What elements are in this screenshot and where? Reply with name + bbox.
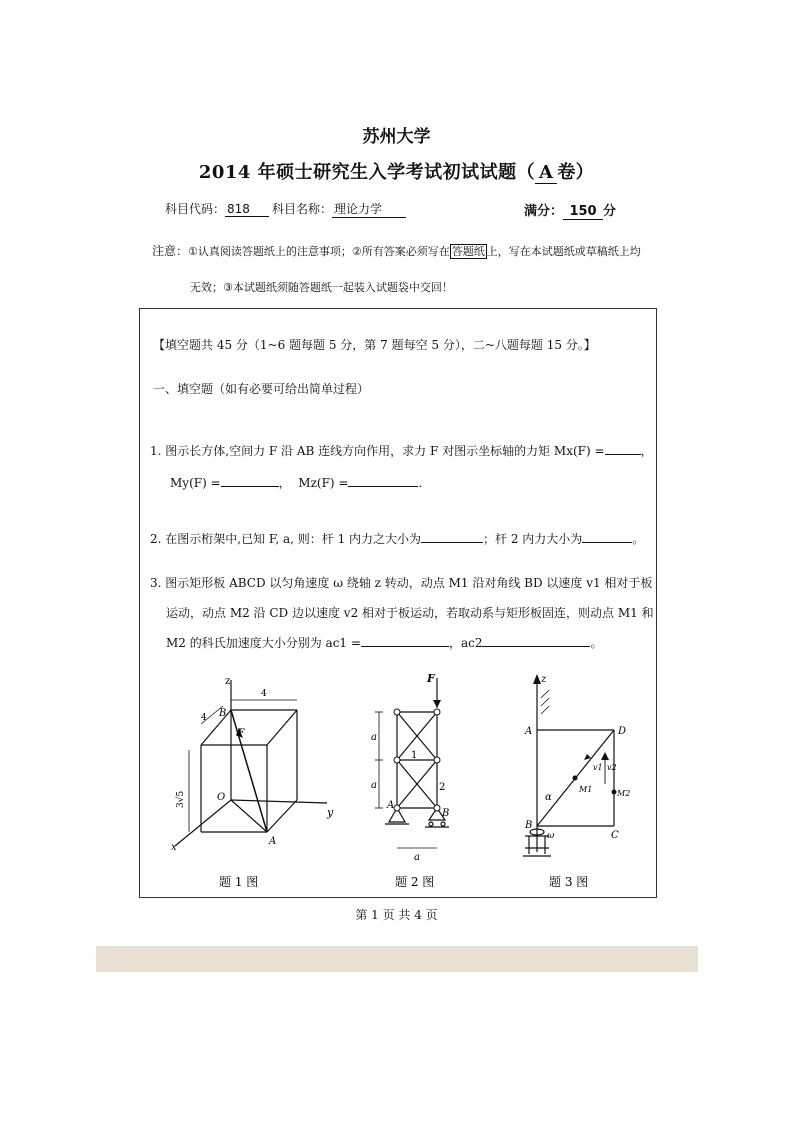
fig1-dim-left: 3√5 [176, 790, 186, 808]
q1-end: . [418, 476, 423, 490]
fig1-label-B: B [219, 708, 227, 719]
notice-line-1a: ①认真阅读答题纸上的注意事项；②所有答案必须写在 [188, 245, 450, 258]
fig1-dim-depth: 4 [201, 713, 207, 723]
notice-line-1 [152, 242, 652, 259]
fig2-caption: 题 2 图 [395, 875, 435, 889]
subject-code [165, 200, 269, 217]
notice-line-2: 无效；③本试题纸须随答题纸一起装入试题袋中交回！ [190, 281, 453, 294]
fig3-label-omega: ω [547, 831, 555, 841]
q3-text-a: M2 的科氏加速度大小分别为 ac1 = [166, 636, 361, 650]
university-title: 苏州大学 [362, 127, 431, 147]
fig1-caption: 题 1 图 [219, 875, 259, 889]
figures-area [139, 660, 655, 896]
fig1-label-O: O [217, 792, 226, 803]
fig3-label-v2: v2 [607, 763, 617, 772]
m1-point-icon [573, 776, 578, 781]
m2-point-icon [612, 790, 617, 795]
q1-blank-my [221, 474, 279, 487]
q1-comma: ， [640, 444, 653, 458]
fig1-label-F: F [237, 728, 245, 739]
q1-blank-mx [605, 442, 641, 455]
fig3-label-D: D [618, 726, 627, 737]
q3-end: 。 [590, 636, 603, 650]
question-1-line-2 [170, 474, 422, 493]
notice-label: 注意： [152, 244, 189, 258]
fig1-label-z: z [225, 676, 231, 687]
exam-title-pre: 2014 年硕士研究生入学考试初试试题（ [198, 162, 536, 183]
fig3-label-alpha: α [545, 792, 552, 803]
fig2-label-F: F [427, 672, 435, 685]
fig3-label-M1: M1 [579, 785, 593, 794]
q3-blank-2 [482, 634, 590, 647]
fig2-label-A: A [387, 800, 395, 811]
q2-text-a: 2. 在图示桁架中,已知 F, a, 则：杆 1 内力之大小为 [150, 532, 422, 546]
subject-name [272, 200, 406, 218]
fig2-label-1: 1 [411, 750, 418, 761]
z-axis-arrow-icon [533, 674, 541, 684]
fig3-label-z: z [541, 674, 547, 685]
q2-text-b: ；杆 2 内力大小为 [483, 532, 583, 546]
fig2-label-a2: a [371, 780, 377, 791]
fig3-label-B: B [525, 820, 533, 831]
q2-blank-1 [421, 530, 483, 543]
q2-blank-2 [582, 530, 632, 543]
paper-version: A [535, 162, 557, 184]
exam-title-post: 卷） [557, 162, 595, 183]
notice-line-1b: 上，写在本试题纸或草稿纸上均 [486, 245, 641, 258]
subject-code-value: 818 [225, 202, 269, 217]
question-1-line-1 [150, 442, 653, 461]
bottom-band [96, 946, 698, 972]
q2-end: 。 [632, 532, 645, 546]
fig2-label-a3: a [414, 852, 420, 863]
fig2-label-B: B [442, 808, 450, 819]
figure-1-cuboid [175, 680, 327, 846]
fig2-label-2: 2 [439, 782, 446, 793]
question-3-line-1: 3. 图示矩形板 ABCD 以匀角速度 ω 绕轴 z 转动，动点 M1 沿对角线 BD 以速度 v1 相对于板 [150, 576, 653, 590]
question-3-line-3 [166, 634, 602, 653]
question-2 [150, 530, 644, 549]
fig3-label-A: A [525, 726, 533, 737]
fig1-dim-top: 4 [261, 689, 267, 699]
fig3-label-C: C [611, 830, 619, 841]
subject-code-label: 科目代码： [165, 202, 226, 216]
question-3-line-2: 运动，动点 M2 沿 CD 边以速度 v2 相对于板运动，若取动系与矩形板固连，则动点 M1 和 [166, 606, 654, 620]
fig3-caption: 题 3 图 [549, 875, 589, 889]
q1-sep: ， [278, 476, 291, 490]
notice-boxed: 答题纸 [451, 245, 485, 258]
scoring-note: 【填空题共 45 分（1~6 题每题 5 分，第 7 题每空 5 分），二~八题每题 15 分。】 [153, 338, 596, 352]
fig3-label-v1: v1 [593, 763, 603, 772]
section-1-title: 一、填空题（如有必要可给出简单过程） [153, 382, 370, 396]
q3-text-b: ，ac2 [448, 636, 483, 650]
v2-arrow-icon [601, 752, 609, 760]
q1-blank-mz [348, 474, 418, 487]
fig1-label-x: x [171, 842, 177, 853]
full-score-value: 150 [563, 204, 603, 220]
q1-my-label: My(F) = [170, 476, 221, 490]
fig1-label-A: A [269, 836, 277, 847]
full-score-label: 满分： [524, 204, 564, 219]
subject-name-label: 科目名称： [272, 202, 333, 216]
q1-text: 1. 图示长方体,空间力 F 沿 AB 连线方向作用，求力 F 对图示坐标轴的力矩 Mx(F) = [150, 444, 605, 458]
full-score-unit: 分 [603, 204, 617, 219]
subject-name-value: 理论力学 [332, 200, 406, 218]
full-score [524, 200, 616, 220]
fig1-label-y: y [327, 806, 334, 819]
exam-title [0, 158, 793, 184]
q1-mz-label: Mz(F) = [298, 476, 349, 490]
fig3-label-M2: M2 [617, 789, 631, 798]
q3-blank-1 [361, 634, 449, 647]
page-indicator: 第 1 页 共 4 页 [355, 908, 438, 922]
fig2-label-a1: a [371, 732, 377, 743]
load-arrow-icon [433, 700, 441, 708]
